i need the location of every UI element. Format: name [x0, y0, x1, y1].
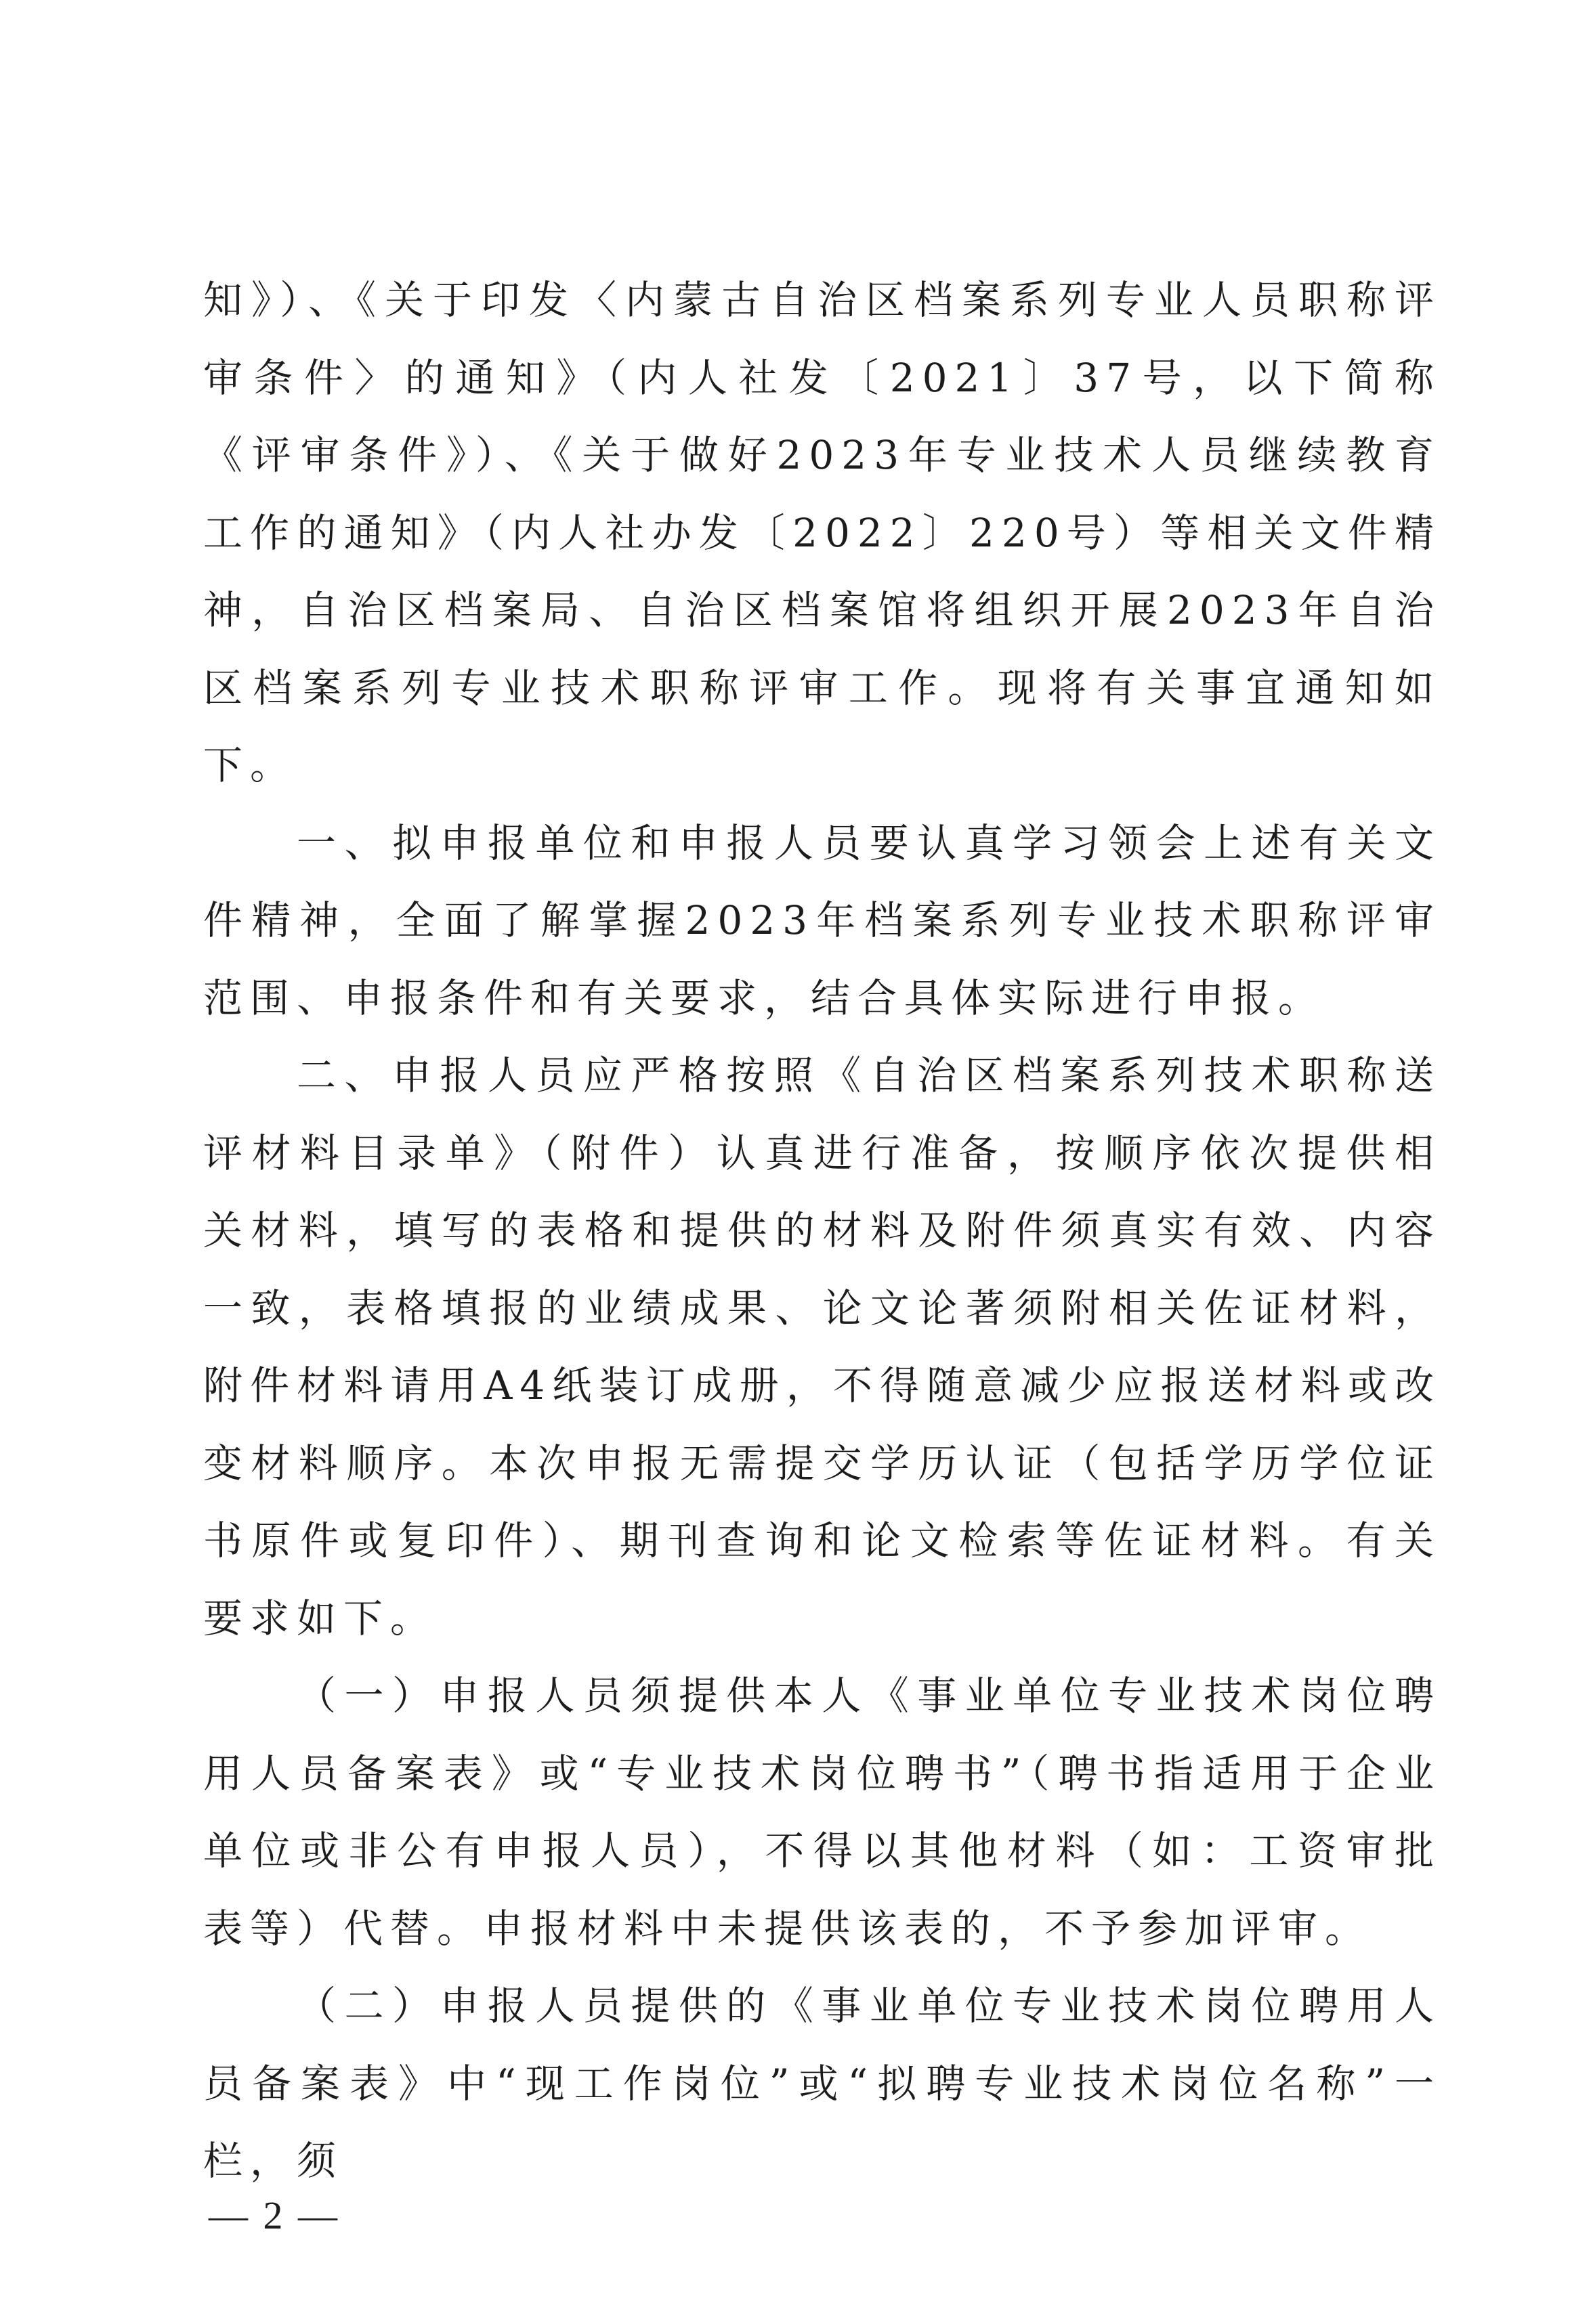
document-body [203, 261, 1441, 2200]
paragraph-intro-continuation: 知》）、《关于印发〈内蒙古自治区档案系列专业人员职称评审条件〉的通知》（内人社发〔2021〕37号，以下简称《评审条件》）、《关于做好2023年专业技术人员继续教育工作的通知》（内人社办发〔2022〕220号）等相关文件精神，自治区档案局、自治区档案馆将组织开展2023年自治区档案系列专业技术职称评审工作。现将有关事宜通知如下。 [203, 277, 1441, 788]
paragraph-item-1: 一、拟申报单位和申报人员要认真学习领会上述有关文件精神，全面了解掌握2023年档案系列专业技术职称评审范围、申报条件和有关要求，结合具体实际进行申报。 [203, 819, 1441, 1021]
paragraph-item-2: 二、申报人员应严格按照《自治区档案系列技术职称送评材料目录单》（附件）认真进行准备，按顺序依次提供相关材料，填写的表格和提供的材料及附件须真实有效、内容一致，表格填报的业绩成果、论文论著须附相关佐证材料，附件材料请用A4纸装订成册，不得随意减少应报送材料或改变材料顺序。本次申报无需提交学历认证（包括学历学位证书原件或复印件）、期刊查询和论文检索等佐证材料。有关要求如下。 [203, 1052, 1441, 1641]
page-number: — 2 — [209, 2193, 340, 2237]
paragraph-subitem-2: （二）申报人员提供的《事业单位专业技术岗位聘用人员备案表》中“现工作岗位”或“拟聘专业技术岗位名称”一栏，须 [203, 1983, 1441, 2184]
paragraph-subitem-1: （一）申报人员须提供本人《事业单位专业技术岗位聘用人员备案表》或“专业技术岗位聘书”（聘书指适用于企业单位或非公有申报人员），不得以其他材料（如：工资审批表等）代替。申报材料中未提供该表的，不予参加评审。 [203, 1673, 1441, 1952]
